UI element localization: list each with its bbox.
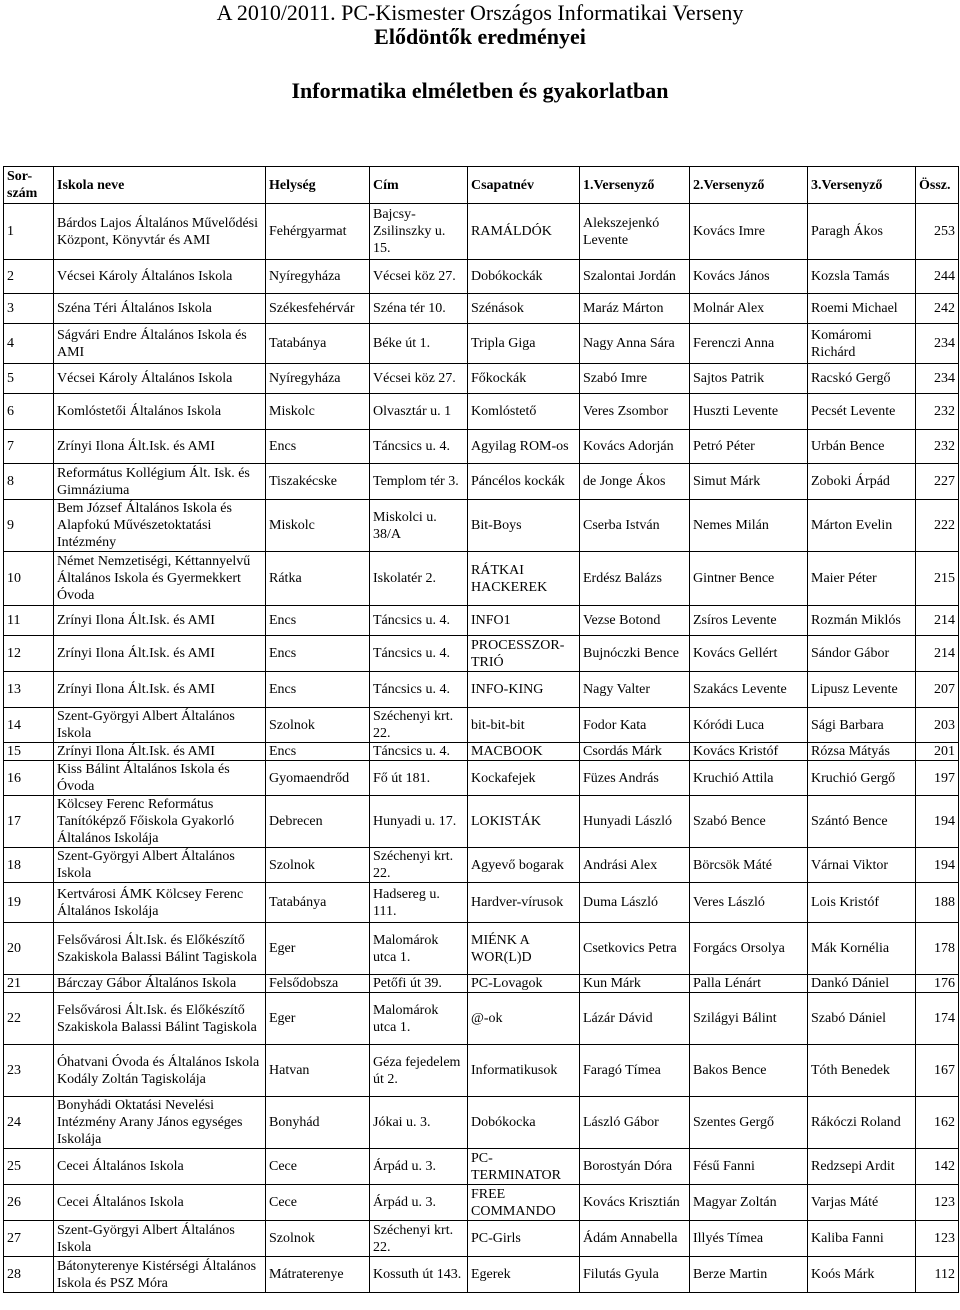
cell-total-score: 227 [916,464,959,500]
cell-total-score: 112 [916,1257,959,1293]
cell-competitor-3: Sándor Gábor [808,636,916,672]
table-row [4,848,959,883]
table-row [4,636,959,672]
table-row [4,500,959,552]
cell-city: Cece [266,1185,370,1221]
cell-address: Kossuth út 143. [370,1257,468,1293]
table-row [4,204,959,260]
cell-address: Hadsereg u. 111. [370,883,468,923]
cell-competitor-3: Tóth Benedek [808,1045,916,1097]
cell-city: Tatabánya [266,324,370,364]
cell-competitor-3: Lipusz Levente [808,672,916,708]
cell-school-name: Bem József Általános Iskola és Alapfokú Művészetoktatási Intézmény [54,500,266,552]
cell-competitor-3: Varjas Máté [808,1185,916,1221]
cell-city: Mátraterenye [266,1257,370,1293]
cell-school-name: Komlóstetői Általános Iskola [54,394,266,430]
table-row [4,1221,959,1257]
cell-address: Jókai u. 3. [370,1097,468,1149]
cell-competitor-2: Kruchió Attila [690,761,808,796]
cell-competitor-3: Szabó Dániel [808,993,916,1045]
cell-competitor-3: Mák Kornélia [808,923,916,975]
cell-city: Felsődobsza [266,975,370,993]
cell-team-name: Komlóstető [468,394,580,430]
cell-competitor-2: Molnár Alex [690,294,808,324]
cell-team-name: RAMÁLDÓK [468,204,580,260]
cell-competitor-1: Kovács Adorján [580,430,690,464]
cell-team-name: MIÉNK A WOR(L)D [468,923,580,975]
cell-address: Széna tér 10. [370,294,468,324]
table-row [4,708,959,743]
cell-city: Eger [266,923,370,975]
cell-city: Encs [266,743,370,761]
cell-row-number: 21 [4,975,54,993]
cell-team-name: MACBOOK [468,743,580,761]
cell-competitor-1: Nagy Anna Sára [580,324,690,364]
column-header-school-name: Iskola neve [54,167,266,204]
table-row [4,294,959,324]
cell-competitor-1: Csordás Márk [580,743,690,761]
cell-city: Encs [266,636,370,672]
cell-competitor-3: Kruchió Gergő [808,761,916,796]
cell-school-name: Református Kollégium Ált. Isk. és Gimnáziuma [54,464,266,500]
table-row [4,975,959,993]
cell-row-number: 13 [4,672,54,708]
cell-city: Bonyhád [266,1097,370,1149]
table-row [4,260,959,294]
cell-competitor-3: Paragh Ákos [808,204,916,260]
cell-city: Gyomaendrőd [266,761,370,796]
cell-address: Malomárok utca 1. [370,923,468,975]
table-row [4,606,959,636]
cell-row-number: 19 [4,883,54,923]
cell-address: Táncsics u. 4. [370,606,468,636]
cell-total-score: 234 [916,364,959,394]
cell-competitor-1: Vezse Botond [580,606,690,636]
cell-team-name: Főkockák [468,364,580,394]
cell-competitor-1: Szabó Imre [580,364,690,394]
column-header-competitor-3: 3.Versenyző [808,167,916,204]
cell-address: Széchenyi krt. 22. [370,708,468,743]
cell-competitor-2: Nemes Milán [690,500,808,552]
table-row [4,1185,959,1221]
cell-city: Encs [266,672,370,708]
table-row [4,761,959,796]
cell-competitor-2: Palla Lénárt [690,975,808,993]
cell-competitor-2: Szabó Bence [690,796,808,848]
table-row [4,1045,959,1097]
cell-competitor-2: Berze Martin [690,1257,808,1293]
cell-team-name: Kockafejek [468,761,580,796]
cell-school-name: Zrínyi Ilona Ált.Isk. és AMI [54,636,266,672]
cell-team-name: INFO-KING [468,672,580,708]
cell-row-number: 1 [4,204,54,260]
cell-competitor-2: Kovács János [690,260,808,294]
cell-team-name: LOKISTÁK [468,796,580,848]
cell-competitor-3: Lois Kristóf [808,883,916,923]
cell-team-name: RÁTKAI HACKEREK [468,552,580,606]
cell-school-name: Vécsei Károly Általános Iskola [54,364,266,394]
cell-competitor-3: Kozsla Tamás [808,260,916,294]
cell-total-score: 207 [916,672,959,708]
column-header-total-score: Össz. [916,167,959,204]
cell-city: Szolnok [266,1221,370,1257]
cell-row-number: 25 [4,1149,54,1185]
cell-competitor-3: Urbán Bence [808,430,916,464]
cell-row-number: 24 [4,1097,54,1149]
cell-city: Szolnok [266,848,370,883]
cell-school-name: Zrínyi Ilona Ált.Isk. és AMI [54,606,266,636]
cell-address: Miskolci u. 38/A [370,500,468,552]
column-header-competitor-1: 1.Versenyző [580,167,690,204]
cell-team-name: Dobókocka [468,1097,580,1149]
cell-school-name: Cecei Általános Iskola [54,1149,266,1185]
cell-total-score: 178 [916,923,959,975]
cell-total-score: 244 [916,260,959,294]
cell-competitor-3: Kaliba Fanni [808,1221,916,1257]
cell-total-score: 203 [916,708,959,743]
cell-competitor-1: Lázár Dávid [580,993,690,1045]
table-row [4,464,959,500]
cell-competitor-2: Szentes Gergő [690,1097,808,1149]
cell-row-number: 28 [4,1257,54,1293]
cell-row-number: 8 [4,464,54,500]
cell-team-name: Hardver-vírusok [468,883,580,923]
cell-school-name: Kertvárosi ÁMK Kölcsey Ferenc Általános Iskolája [54,883,266,923]
cell-competitor-2: Forgács Orsolya [690,923,808,975]
cell-city: Encs [266,430,370,464]
cell-competitor-1: Faragó Tímea [580,1045,690,1097]
cell-city: Fehérgyarmat [266,204,370,260]
cell-address: Táncsics u. 4. [370,743,468,761]
cell-competitor-1: Kovács Krisztián [580,1185,690,1221]
cell-team-name: PC-Girls [468,1221,580,1257]
column-header-competitor-2: 2.Versenyző [690,167,808,204]
table-row [4,1257,959,1293]
cell-team-name: Dobókockák [468,260,580,294]
cell-competitor-1: de Jonge Ákos [580,464,690,500]
cell-competitor-2: Zsíros Levente [690,606,808,636]
cell-total-score: 214 [916,636,959,672]
cell-row-number: 15 [4,743,54,761]
cell-competitor-2: Gintner Bence [690,552,808,606]
cell-competitor-2: Kovács Imre [690,204,808,260]
cell-school-name: Zrínyi Ilona Ált.Isk. és AMI [54,743,266,761]
cell-competitor-1: Andrási Alex [580,848,690,883]
cell-total-score: 197 [916,761,959,796]
cell-total-score: 215 [916,552,959,606]
cell-total-score: 142 [916,1149,959,1185]
cell-total-score: 201 [916,743,959,761]
cell-competitor-1: Fodor Kata [580,708,690,743]
cell-total-score: 214 [916,606,959,636]
cell-total-score: 234 [916,324,959,364]
cell-competitor-3: Rózsa Mátyás [808,743,916,761]
results-page [0,1,960,1310]
cell-total-score: 167 [916,1045,959,1097]
cell-competitor-1: Borostyán Dóra [580,1149,690,1185]
cell-competitor-2: Fésű Fanni [690,1149,808,1185]
cell-school-name: Vécsei Károly Általános Iskola [54,260,266,294]
table-row [4,993,959,1045]
cell-row-number: 7 [4,430,54,464]
cell-row-number: 22 [4,993,54,1045]
cell-row-number: 6 [4,394,54,430]
cell-total-score: 123 [916,1221,959,1257]
table-row [4,672,959,708]
cell-row-number: 10 [4,552,54,606]
cell-city: Tatabánya [266,883,370,923]
cell-school-name: Zrínyi Ilona Ált.Isk. és AMI [54,430,266,464]
cell-competitor-3: Koós Márk [808,1257,916,1293]
cell-address: Olvasztár u. 1 [370,394,468,430]
column-header-row-number: Sor-szám [4,167,54,204]
cell-competitor-2: Kovács Kristóf [690,743,808,761]
table-header-row [4,167,959,204]
cell-competitor-2: Huszti Levente [690,394,808,430]
cell-city: Rátka [266,552,370,606]
cell-row-number: 17 [4,796,54,848]
table-row [4,394,959,430]
cell-school-name: Óhatvani Óvoda és Általános Iskola Kodály Zoltán Tagiskolája [54,1045,266,1097]
cell-total-score: 162 [916,1097,959,1149]
cell-city: Nyíregyháza [266,260,370,294]
cell-row-number: 2 [4,260,54,294]
cell-row-number: 16 [4,761,54,796]
cell-address: Malomárok utca 1. [370,993,468,1045]
cell-school-name: Német Nemzetiségi, Kéttannyelvű Általános Iskola és Gyermekkert Óvoda [54,552,266,606]
cell-competitor-2: Szakács Levente [690,672,808,708]
cell-city: Miskolc [266,394,370,430]
cell-competitor-2: Illyés Tímea [690,1221,808,1257]
cell-address: Petőfi út 39. [370,975,468,993]
cell-competitor-2: Simut Márk [690,464,808,500]
cell-competitor-2: Petró Péter [690,430,808,464]
cell-total-score: 176 [916,975,959,993]
cell-team-name: Agyevő bogarak [468,848,580,883]
cell-city: Székesfehérvár [266,294,370,324]
cell-school-name: Cecei Általános Iskola [54,1185,266,1221]
cell-school-name: Kiss Bálint Általános Iskola és Óvoda [54,761,266,796]
cell-total-score: 194 [916,848,959,883]
cell-competitor-1: Füzes András [580,761,690,796]
cell-school-name: Szent-Györgyi Albert Általános Iskola [54,848,266,883]
cell-competitor-1: Erdész Balázs [580,552,690,606]
table-row [4,324,959,364]
category-title: Informatika elméletben és gyakorlatban [291,78,669,103]
cell-team-name: Bit-Boys [468,500,580,552]
cell-total-score: 123 [916,1185,959,1221]
cell-competitor-1: Nagy Valter [580,672,690,708]
cell-competitor-3: Márton Evelin [808,500,916,552]
cell-competitor-1: Maráz Márton [580,294,690,324]
cell-competitor-3: Rozmán Miklós [808,606,916,636]
cell-address: Hunyadi u. 17. [370,796,468,848]
cell-school-name: Szent-Györgyi Albert Általános Iskola [54,708,266,743]
cell-team-name: PC-Lovagok [468,975,580,993]
cell-competitor-1: Duma László [580,883,690,923]
cell-city: Encs [266,606,370,636]
cell-team-name: Agyilag ROM-os [468,430,580,464]
cell-row-number: 11 [4,606,54,636]
cell-total-score: 174 [916,993,959,1045]
cell-address: Bajcsy-Zsilinszky u. 15. [370,204,468,260]
cell-total-score: 242 [916,294,959,324]
cell-competitor-1: László Gábor [580,1097,690,1149]
cell-city: Tiszakécske [266,464,370,500]
cell-school-name: Ságvári Endre Általános Iskola és AMI [54,324,266,364]
cell-school-name: Zrínyi Ilona Ált.Isk. és AMI [54,672,266,708]
competition-title: A 2010/2011. PC-Kismester Országos Informatikai Verseny [216,0,744,25]
cell-competitor-1: Hunyadi László [580,796,690,848]
cell-total-score: 232 [916,394,959,430]
cell-address: Táncsics u. 4. [370,430,468,464]
cell-competitor-3: Racskó Gergő [808,364,916,394]
cell-school-name: Bárczay Gábor Általános Iskola [54,975,266,993]
cell-row-number: 20 [4,923,54,975]
cell-competitor-2: Kóródi Luca [690,708,808,743]
cell-competitor-1: Veres Zsombor [580,394,690,430]
cell-address: Vécsei köz 27. [370,364,468,394]
cell-address: Táncsics u. 4. [370,672,468,708]
cell-row-number: 26 [4,1185,54,1221]
cell-team-name: PROCESSZOR-TRIÓ [468,636,580,672]
cell-team-name: @-ok [468,993,580,1045]
cell-address: Fő út 181. [370,761,468,796]
cell-address: Vécsei köz 27. [370,260,468,294]
cell-row-number: 27 [4,1221,54,1257]
cell-total-score: 194 [916,796,959,848]
cell-team-name: Szénások [468,294,580,324]
cell-city: Szolnok [266,708,370,743]
cell-row-number: 3 [4,294,54,324]
cell-competitor-2: Sajtos Patrik [690,364,808,394]
column-header-address: Cím [370,167,468,204]
cell-team-name: Egerek [468,1257,580,1293]
table-row [4,364,959,394]
cell-total-score: 253 [916,204,959,260]
cell-competitor-2: Ferenczi Anna [690,324,808,364]
table-row [4,1097,959,1149]
cell-total-score: 188 [916,883,959,923]
cell-school-name: Bárdos Lajos Általános Művelődési Központ, Könyvtár és AMI [54,204,266,260]
cell-row-number: 5 [4,364,54,394]
cell-competitor-2: Magyar Zoltán [690,1185,808,1221]
cell-school-name: Széna Téri Általános Iskola [54,294,266,324]
cell-city: Cece [266,1149,370,1185]
cell-city: Hatvan [266,1045,370,1097]
cell-competitor-1: Filutás Gyula [580,1257,690,1293]
cell-total-score: 232 [916,430,959,464]
cell-city: Miskolc [266,500,370,552]
cell-competitor-2: Börcsök Máté [690,848,808,883]
cell-competitor-3: Zoboki Árpád [808,464,916,500]
cell-address: Géza fejedelem út 2. [370,1045,468,1097]
cell-address: Iskolatér 2. [370,552,468,606]
cell-competitor-1: Cserba István [580,500,690,552]
column-header-city: Helység [266,167,370,204]
results-table [3,166,959,1293]
cell-competitor-1: Kun Márk [580,975,690,993]
cell-team-name: PC-TERMINATOR [468,1149,580,1185]
cell-row-number: 4 [4,324,54,364]
cell-address: Árpád u. 3. [370,1149,468,1185]
cell-school-name: Bátonyterenye Kistérségi Általános Iskola és PSZ Móra [54,1257,266,1293]
table-row [4,743,959,761]
cell-competitor-2: Veres László [690,883,808,923]
cell-competitor-3: Várnai Viktor [808,848,916,883]
cell-competitor-3: Maier Péter [808,552,916,606]
cell-team-name: Informatikusok [468,1045,580,1097]
cell-competitor-3: Pecsét Levente [808,394,916,430]
table-row [4,796,959,848]
cell-competitor-3: Dankó Dániel [808,975,916,993]
cell-competitor-1: Bujnóczki Bence [580,636,690,672]
table-row [4,552,959,606]
table-row [4,430,959,464]
cell-competitor-1: Csetkovics Petra [580,923,690,975]
cell-competitor-3: Sági Barbara [808,708,916,743]
cell-competitor-1: Szalontai Jordán [580,260,690,294]
cell-team-name: bit-bit-bit [468,708,580,743]
cell-competitor-3: Rákóczi Roland [808,1097,916,1149]
cell-address: Széchenyi krt. 22. [370,848,468,883]
title-block [0,1,960,103]
column-header-team-name: Csapatnév [468,167,580,204]
cell-team-name: FREE COMMANDO [468,1185,580,1221]
cell-school-name: Szent-Györgyi Albert Általános Iskola [54,1221,266,1257]
cell-address: Táncsics u. 4. [370,636,468,672]
cell-team-name: Tripla Giga [468,324,580,364]
cell-competitor-2: Szilágyi Bálint [690,993,808,1045]
cell-competitor-3: Szántó Bence [808,796,916,848]
table-row [4,923,959,975]
cell-team-name: INFO1 [468,606,580,636]
cell-competitor-2: Bakos Bence [690,1045,808,1097]
cell-competitor-3: Roemi Michael [808,294,916,324]
cell-address: Széchenyi krt. 22. [370,1221,468,1257]
cell-competitor-3: Redzsepi Ardit [808,1149,916,1185]
cell-city: Eger [266,993,370,1045]
cell-row-number: 9 [4,500,54,552]
cell-competitor-2: Kovács Gellért [690,636,808,672]
cell-school-name: Kölcsey Ferenc Református Tanítóképző Főiskola Gyakorló Általános Iskolája [54,796,266,848]
results-subtitle: Elődöntők eredményei [374,24,586,49]
cell-address: Templom tér 3. [370,464,468,500]
cell-school-name: Bonyhádi Oktatási Nevelési Intézmény Arany János egységes Iskolája [54,1097,266,1149]
cell-city: Nyíregyháza [266,364,370,394]
cell-city: Debrecen [266,796,370,848]
cell-row-number: 18 [4,848,54,883]
cell-row-number: 23 [4,1045,54,1097]
cell-competitor-1: Ádám Annabella [580,1221,690,1257]
cell-row-number: 14 [4,708,54,743]
cell-address: Árpád u. 3. [370,1185,468,1221]
cell-school-name: Felsővárosi Ált.Isk. és Előkészítő Szakiskola Balassi Bálint Tagiskola [54,923,266,975]
table-row [4,1149,959,1185]
cell-team-name: Páncélos kockák [468,464,580,500]
cell-competitor-1: Alekszejenkó Levente [580,204,690,260]
cell-address: Béke út 1. [370,324,468,364]
cell-competitor-3: Komáromi Richárd [808,324,916,364]
table-row [4,883,959,923]
cell-total-score: 222 [916,500,959,552]
cell-school-name: Felsővárosi Ált.Isk. és Előkészítő Szakiskola Balassi Bálint Tagiskola [54,993,266,1045]
cell-row-number: 12 [4,636,54,672]
table-body [4,204,959,1293]
